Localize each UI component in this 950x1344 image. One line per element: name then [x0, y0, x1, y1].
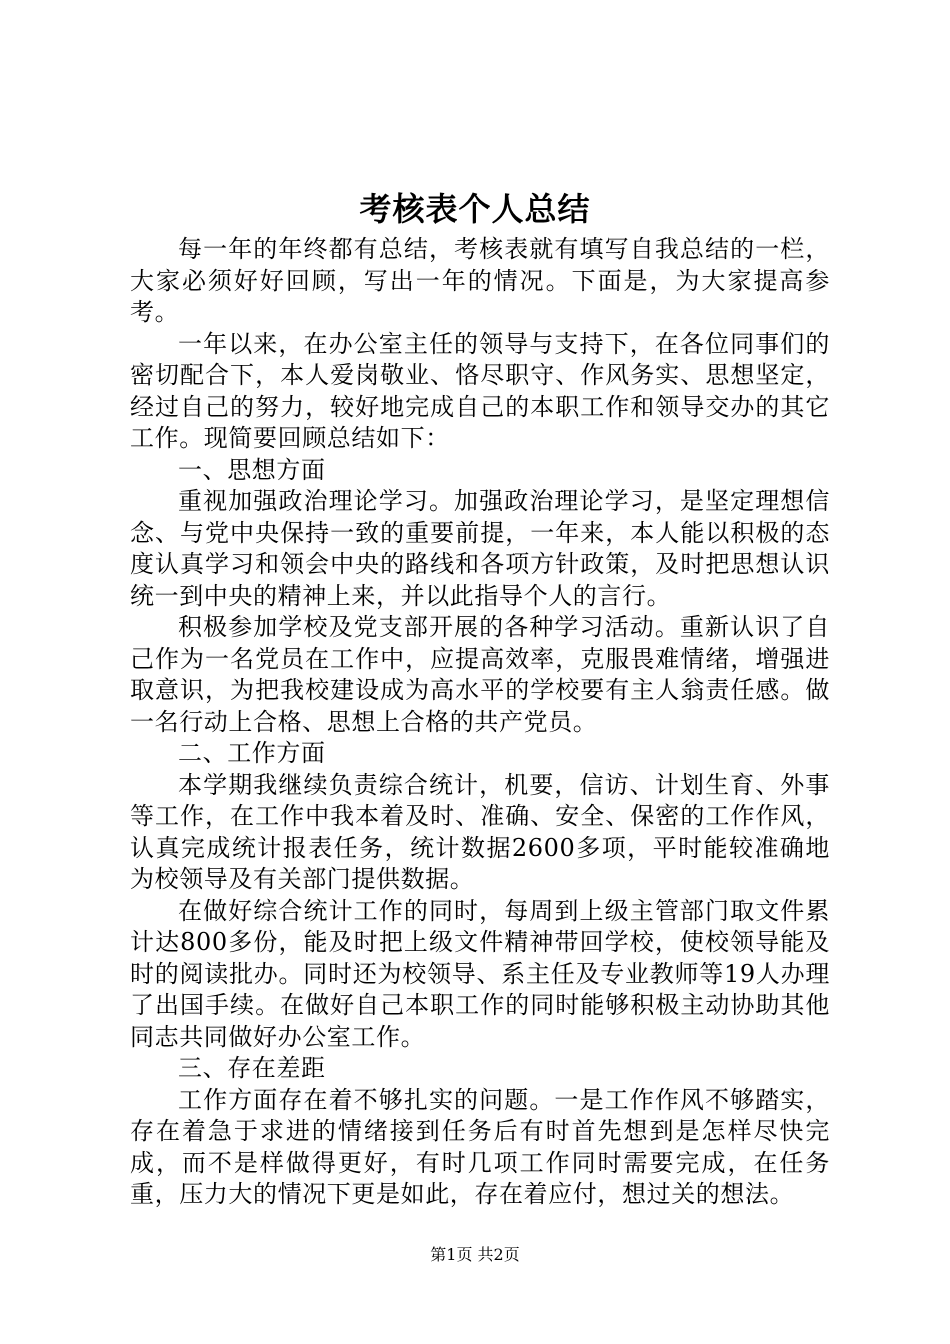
work-paragraph-2: 在做好综合统计工作的同时，每周到上级主管部门取文件累计达800多份，能及时把上级文件精神带回学校，使校领导能及时的阅读批办。同时还为校领导、系主任及专业教师等19人办理了出国手续。在做好自己本职工作的同时能够积极主动协助其他同志共同做好办公室工作。 — [130, 896, 830, 1051]
section-heading-work: 二、工作方面 — [178, 739, 326, 767]
document-body — [130, 234, 830, 1211]
work-paragraph-1: 本学期我继续负责综合统计，机要，信访、计划生育、外事等工作，在工作中我本着及时、准确、安全、保密的工作作风，认真完成统计报表任务，统计数据2600多项，平时能较准确地为校领导及有关部门提供数据。 — [130, 770, 830, 893]
section-heading-thought: 一、思想方面 — [178, 455, 326, 484]
intro-paragraph: 每一年的年终都有总结，考核表就有填写自我总结的一栏，大家必须好好回顾，写出一年的情况。下面是，为大家提高参考。 — [130, 235, 830, 326]
thought-paragraph-2: 积极参加学校及党支部开展的各种学习活动。重新认识了自己作为一名党员在工作中，应提高效率，克服畏难情绪，增强进取意识，为把我校建设成为高水平的学校要有主人翁责任感。做一名行动上合格、思想上合格的共产党员。 — [130, 613, 830, 736]
section-heading-gaps: 三、存在差距 — [178, 1054, 326, 1082]
page-number-footer: 第1页 共2页 — [430, 1245, 520, 1264]
gaps-paragraph-1: 工作方面存在着不够扎实的问题。一是工作作风不够踏实，存在着急于求进的情绪接到任务后有时首先想到是怎样尽快完成，而不是样做得更好，有时几项工作同时需要完成，在任务重，压力大的情况下更是如此，存在着应付，想过关的想法。 — [130, 1085, 830, 1208]
document-title: 考核表个人总结 — [359, 190, 591, 228]
thought-paragraph-1: 重视加强政治理论学习。加强政治理论学习，是坚定理想信念、与党中央保持一致的重要前提，一年来，本人能以积极的态度认真学习和领会中央的路线和各项方针政策，及时把思想认识统一到中央的精神上来，并以此指导个人的言行。 — [130, 487, 830, 610]
overview-paragraph: 一年以来，在办公室主任的领导与支持下，在各位同事们的密切配合下，本人爱岗敬业、恪尽职守、作风务实、思想坚定，经过自己的努力，较好地完成自己的本职工作和领导交办的其它工作。现简要回顾总结如下： — [130, 329, 830, 452]
